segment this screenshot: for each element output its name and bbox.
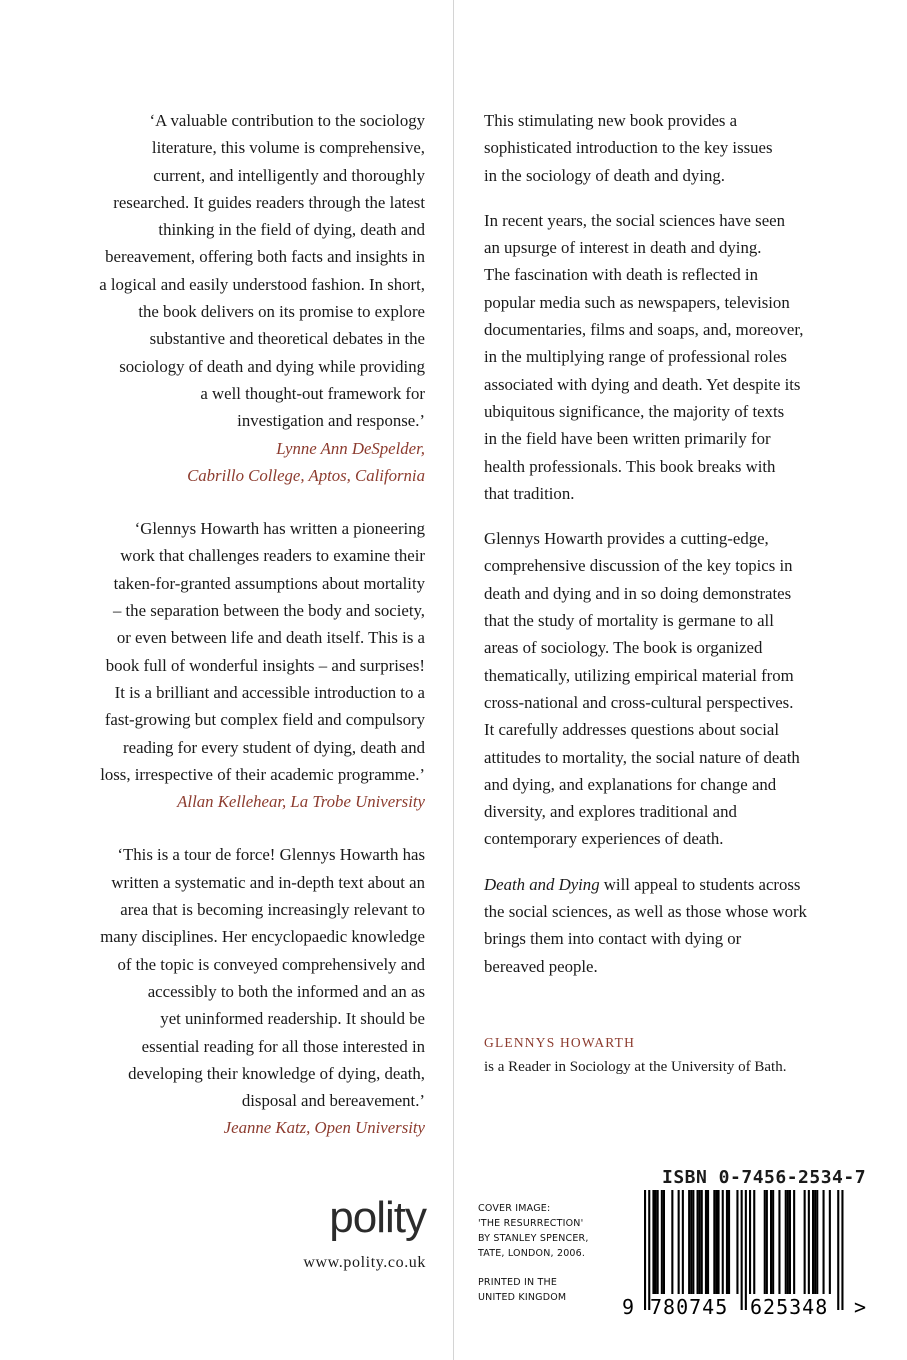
review-2 [58,515,425,815]
barcode-bar [682,1190,684,1294]
barcode-digits-group-2: 625348 [750,1295,829,1318]
barcode-bar [814,1190,816,1294]
barcode-bar [778,1190,780,1294]
review-1-attribution: Lynne Ann DeSpelder, Cabrillo College, Aptos, California [187,438,425,485]
barcode-bar [644,1190,646,1310]
barcode-digits-group-1: 780745 [650,1295,729,1318]
printed-in: PRINTED IN THE UNITED KINGDOM [478,1277,567,1303]
barcode-bar [701,1190,703,1294]
review-1 [58,107,425,489]
barcode-bar [678,1190,680,1294]
description-paragraph-4: Death and Dying will appeal to students across the social sciences, as well as those whose work brings them into contact with dying or bereaved people. [484,874,807,976]
barcode-bar [688,1190,690,1294]
barcode-first-digit: 9 [622,1295,635,1318]
barcode-bar [722,1190,724,1294]
reviews-column [58,107,425,1168]
barcode-bar [793,1190,795,1294]
barcode-bar [764,1190,766,1294]
barcode-bar [789,1190,791,1294]
barcode-bar [726,1190,728,1294]
publisher-website: www.polity.co.uk [303,1254,426,1271]
description-paragraph-3: Glennys Howarth provides a cutting-edge, comprehensive discussion of the key topics in death and dying and in so doing demonstrates that the study of mortality is germane to all areas of sociology. The book is organized thematically, utilizing empirical material from cross-national and cross-cultural perspectives. It carefully addresses questions about social attitudes to mortality, the social nature of death and dying, and explanations for change and diversity, and explores traditional and contemporary experiences of death. [484,529,800,849]
barcode-bar [736,1190,738,1294]
review-3-attribution: Jeanne Katz, Open University [223,1118,425,1138]
barcode-bar [671,1190,673,1294]
isbn-label: ISBN 0-7456-2534-7 [662,1167,867,1188]
barcode-bar [718,1190,720,1294]
author-bio: is a Reader in Sociology at the University of Bath. [484,1058,787,1075]
book-title: Death and Dying [484,874,600,894]
barcode-bar [772,1190,774,1294]
barcode-arrow: > [854,1295,867,1318]
review-2-attribution: Allan Kellehear, La Trobe University [177,792,425,812]
barcode-bar [699,1190,701,1294]
barcode-bar [741,1190,743,1310]
barcode-bar [749,1190,751,1294]
barcode-bar [808,1190,810,1294]
author-name: GLENNYS HOWARTH [484,1034,636,1050]
barcode-bar [661,1190,663,1294]
review-3 [58,841,425,1141]
barcode-bar [753,1190,755,1294]
barcode-bar [837,1190,839,1310]
review-3-quote: ‘This is a tour de force! Glennys Howarth has written a systematic and in-depth text about an area that is becoming increasingly relevant to many disciplines. Her encyclopaedic knowledge of the topic is conveyed comprehensively and accessibly to both the informed and an as yet uninformed readership. It should be essential reading for all those interested in developing their knowledge of dying, death, disposal and bereavement.’ [100,845,425,1111]
barcode-bar [705,1190,707,1294]
barcode-bar [745,1190,747,1310]
publisher-logo: polity [329,1193,426,1242]
description-paragraph-2: In recent years, the social sciences have seen an upsurge of interest in death and dying. The fascination with death is reflected in popular media such as newspapers, television documentaries, films and soaps, and, moreover, in the multiplying range of professional roles associated with dying and death. Yet despite its ubiquitous significance, the majority of texts in the field have been written primarily for health professionals. This book breaks with that tradition. [484,210,804,503]
barcode-bar [697,1190,699,1294]
barcode-bar [663,1190,665,1294]
barcode-bar [692,1190,694,1294]
barcode-bars [644,1190,844,1310]
column-divider [453,0,454,1360]
barcode-bar [690,1190,692,1294]
barcode-bar [655,1190,657,1294]
barcode-bar [812,1190,814,1294]
barcode-bar [648,1190,650,1310]
barcode-bar [657,1190,659,1294]
barcode-bar [770,1190,772,1294]
barcode-bar [804,1190,806,1294]
barcode-bar [841,1190,843,1310]
barcode-bar [785,1190,787,1294]
barcode-bar [766,1190,768,1294]
barcode-bar [829,1190,831,1294]
barcode-bar [787,1190,789,1294]
barcode-bar [715,1190,717,1294]
barcode-bar [652,1190,654,1294]
barcode-bar [707,1190,709,1294]
review-2-quote: ‘Glennys Howarth has written a pioneering work that challenges readers to examine their taken-for-granted assumptions about mortality – the separation between the body and society, or even between life and death itself. This is a book full of wonderful insights – and surprises! It is a brilliant and accessible introduction to a fast-growing but complex field and compulsory reading for every student of dying, death and loss, irrespective of their academic programme.’ [100,519,425,784]
barcode-bar [823,1190,825,1294]
barcode [622,1190,872,1318]
barcode-bar [713,1190,715,1294]
description-paragraph-1: This stimulating new book provides a sophisticated introduction to the key issues in the sociology of death and dying. [484,111,773,185]
cover-credit: COVER IMAGE: 'THE RESURRECTION' BY STANLEY SPENCER, TATE, LONDON, 2006. [478,1203,589,1259]
description-column [484,107,844,1078]
barcode-bar [816,1190,818,1294]
barcode-bar [728,1190,730,1294]
review-1-quote: ‘A valuable contribution to the sociology literature, this volume is comprehensive, current, and intelligently and thoroughly researched. It guides readers through the latest thinking in the field of dying, death and bereavement, offering both facts and insights in a logical and easily understood fashion. In short, the book delivers on its promise to explore substantive and theoretical debates in the sociology of death and dying while providing a well thought-out framework for investigation and response.’ [99,111,425,431]
